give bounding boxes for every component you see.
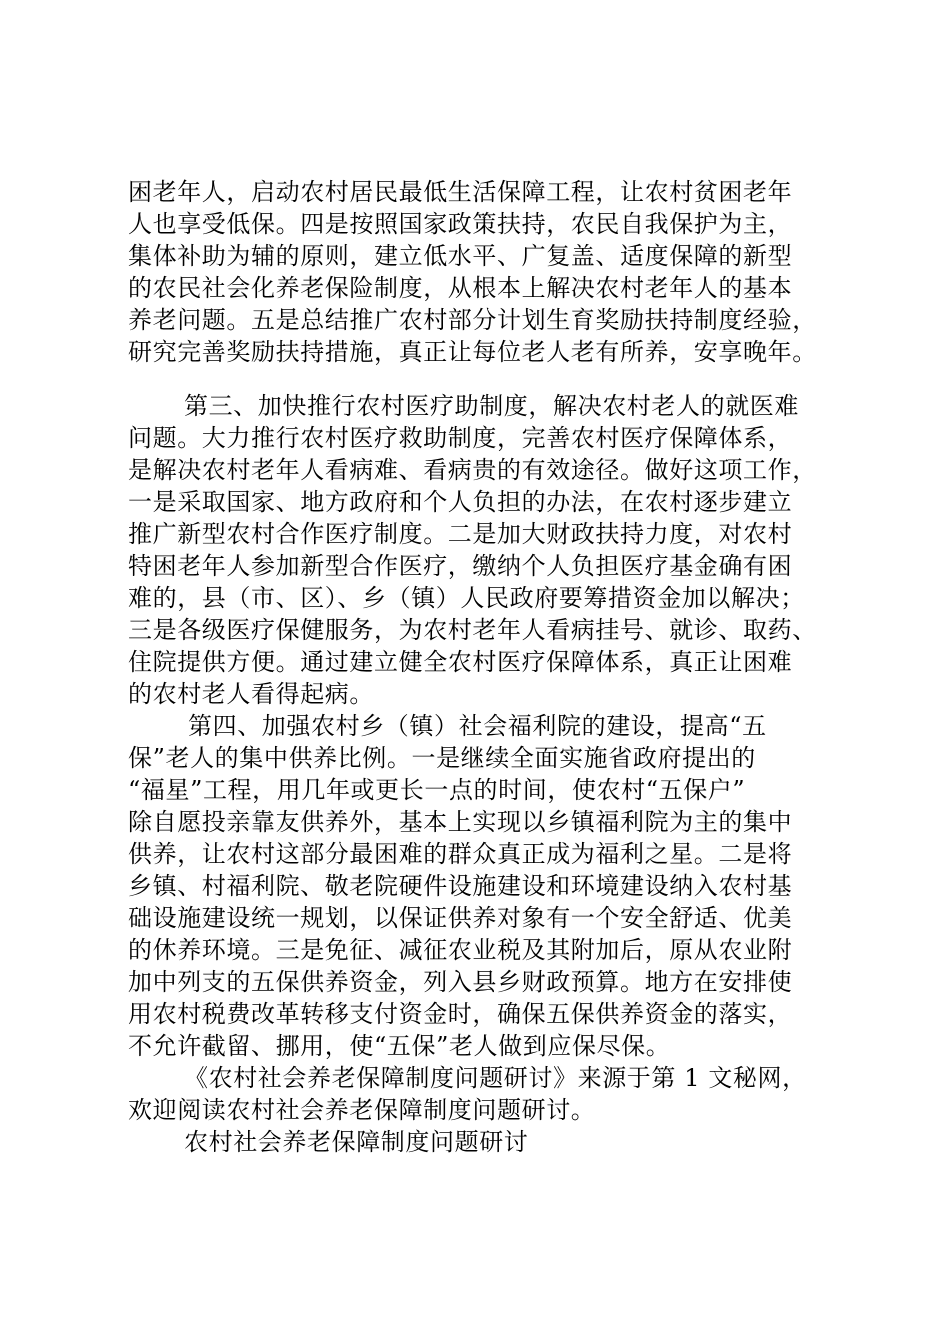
paragraph-3-line-6: 乡镇、村福利院、敬老院硬件设施建设和环境建设纳入农村基 [128, 872, 793, 900]
paragraph-3-line-8: 的休养环境。三是免征、减征农业税及其附加后，原从农业附 [128, 936, 793, 964]
paragraph-2-line-2: 问题。大力推行农村医疗救助制度，完善农村医疗保障体系， [128, 424, 793, 452]
paragraph-3-line-7: 础设施建设统一规划，以保证供养对象有一个安全舒适、优美 [128, 904, 793, 932]
paragraph-3-line-4: 除自愿投亲靠友供养外，基本上实现以乡镇福利院为主的集中 [128, 808, 793, 836]
paragraph-3-line-1: 第四、加强农村乡（镇）社会福利院的建设，提高“五 [188, 712, 767, 740]
paragraph-2-line-6: 特困老年人参加新型合作医疗，缴纳个人负担医疗基金确有困 [128, 552, 793, 580]
paragraph-2-line-10: 的农村老人看得起病。 [128, 680, 374, 708]
paragraph-3-line-5: 供养，让农村这部分最困难的群众真正成为福利之星。二是将 [128, 840, 793, 868]
paragraph-2-line-9: 住院提供方便。通过建立健全农村医疗保障体系，真正让困难 [128, 648, 793, 676]
paragraph-1-line-1: 困老年人，启动农村居民最低生活保障工程，让农村贫困老年 [128, 178, 793, 206]
paragraph-1-line-3: 集体补助为辅的原则，建立低水平、广复盖、适度保障的新型 [128, 242, 793, 270]
paragraph-2-line-5: 推广新型农村合作医疗制度。二是加大财政扶持力度，对农村 [128, 520, 793, 548]
paragraph-2-line-1: 第三、加快推行农村医疗助制度，解决农村老人的就医难 [184, 392, 799, 420]
paragraph-2-line-3: 是解决农村老年人看病难、看病贵的有效途径。做好这项工作， [128, 456, 817, 484]
paragraph-3-line-3: “福星”工程，用几年或更长一点的时间，使农村“五保户” [128, 776, 746, 804]
paragraph-3-line-11: 不允许截留、挪用，使“五保”老人做到应保尽保。 [128, 1032, 671, 1060]
paragraph-3-line-9: 加中列支的五保供养资金，列入县乡财政预算。地方在安排使 [128, 968, 793, 996]
paragraph-4-line-1: 《农村社会养老保障制度问题研讨》来源于第 1 文秘网， [184, 1064, 807, 1092]
closing-title: 农村社会养老保障制度问题研讨 [184, 1128, 529, 1156]
paragraph-1-line-6: 研究完善奖励扶持措施，真正让每位老人老有所养，安享晚年。 [128, 338, 817, 366]
paragraph-3-line-10: 用农村税费改革转移支付资金时，确保五保供养资金的落实， [128, 1000, 793, 1028]
paragraph-3-line-2: 保”老人的集中供养比例。一是继续全面实施省政府提出的 [128, 744, 756, 772]
paragraph-1-line-4: 的农民社会化养老保险制度，从根本上解决农村老年人的基本 [128, 274, 793, 302]
paragraph-2-line-4: 一是采取国家、地方政府和个人负担的办法，在农村逐步建立 [128, 488, 793, 516]
paragraph-2-line-7: 难的，县（市、区）、乡（镇）人民政府要筹措资金加以解决； [128, 584, 805, 612]
paragraph-2-line-8: 三是各级医疗保健服务，为农村老年人看病挂号、就诊、取药、 [128, 616, 817, 644]
paragraph-1-line-5: 养老问题。五是总结推广农村部分计划生育奖励扶持制度经验， [128, 306, 817, 334]
paragraph-4-line-2: 欢迎阅读农村社会养老保障制度问题研讨。 [128, 1096, 596, 1124]
paragraph-1-line-2: 人也享受低保。四是按照国家政策扶持，农民自我保护为主， [128, 210, 793, 238]
